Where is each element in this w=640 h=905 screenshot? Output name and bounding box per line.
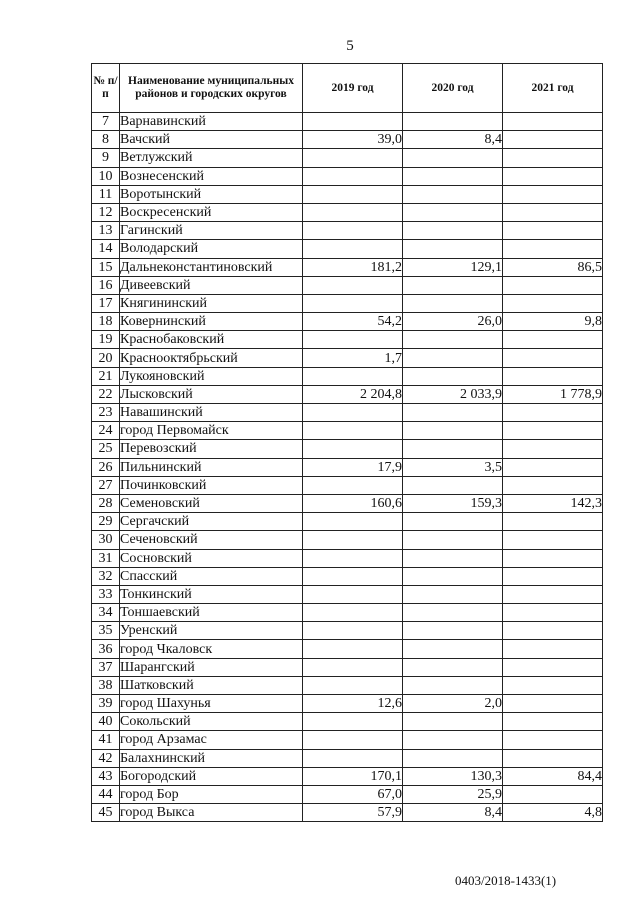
row-name-cell: город Арзамас	[120, 731, 303, 749]
header-num: № п/п	[92, 64, 120, 113]
row-num-cell: 31	[92, 549, 120, 567]
row-2019-cell: 57,9	[303, 804, 403, 822]
row-num-cell: 17	[92, 294, 120, 312]
row-2020-cell	[403, 604, 503, 622]
table-row	[92, 494, 603, 512]
row-2020-cell	[403, 567, 503, 585]
row-2021-cell	[503, 422, 603, 440]
row-2021-cell	[503, 276, 603, 294]
row-2020-cell	[403, 349, 503, 367]
row-num-cell: 8	[92, 131, 120, 149]
table-body	[92, 113, 603, 822]
row-name-cell: Сосновский	[120, 549, 303, 567]
row-2019-cell	[303, 749, 403, 767]
row-2021-cell	[503, 731, 603, 749]
table-row	[92, 622, 603, 640]
row-num-cell: 39	[92, 695, 120, 713]
table-row	[92, 313, 603, 331]
row-name-cell: Краснооктябрьский	[120, 349, 303, 367]
table-row	[92, 804, 603, 822]
row-num-cell: 40	[92, 713, 120, 731]
row-2021-cell	[503, 367, 603, 385]
table-row	[92, 276, 603, 294]
row-2021-cell: 86,5	[503, 258, 603, 276]
row-2020-cell: 159,3	[403, 494, 503, 512]
row-2021-cell	[503, 203, 603, 221]
row-2021-cell: 84,4	[503, 767, 603, 785]
row-name-cell: город Первомайск	[120, 422, 303, 440]
row-name-cell: Тонкинский	[120, 585, 303, 603]
row-name-cell: город Выкса	[120, 804, 303, 822]
row-2019-cell: 181,2	[303, 258, 403, 276]
row-name-cell: Сеченовский	[120, 531, 303, 549]
row-2020-cell	[403, 276, 503, 294]
row-2019-cell	[303, 113, 403, 131]
row-num-cell: 15	[92, 258, 120, 276]
row-2019-cell	[303, 203, 403, 221]
row-2019-cell	[303, 731, 403, 749]
row-2021-cell	[503, 185, 603, 203]
row-2019-cell: 1,7	[303, 349, 403, 367]
row-2020-cell: 2,0	[403, 695, 503, 713]
row-2020-cell: 26,0	[403, 313, 503, 331]
row-2021-cell	[503, 785, 603, 803]
row-name-cell: Дивеевский	[120, 276, 303, 294]
table-row	[92, 222, 603, 240]
row-num-cell: 11	[92, 185, 120, 203]
row-2020-cell	[403, 167, 503, 185]
row-2021-cell	[503, 513, 603, 531]
row-name-cell: город Шахунья	[120, 695, 303, 713]
row-2019-cell	[303, 513, 403, 531]
row-num-cell: 25	[92, 440, 120, 458]
row-name-cell: Балахнинский	[120, 749, 303, 767]
row-2021-cell	[503, 240, 603, 258]
row-name-cell: Лысковский	[120, 385, 303, 403]
row-name-cell: Тоншаевский	[120, 604, 303, 622]
table-row	[92, 549, 603, 567]
row-2020-cell: 8,4	[403, 804, 503, 822]
row-num-cell: 10	[92, 167, 120, 185]
row-num-cell: 35	[92, 622, 120, 640]
row-name-cell: Воскресенский	[120, 203, 303, 221]
table-row	[92, 531, 603, 549]
row-2021-cell: 9,8	[503, 313, 603, 331]
row-2020-cell	[403, 422, 503, 440]
row-name-cell: Лукояновский	[120, 367, 303, 385]
row-num-cell: 19	[92, 331, 120, 349]
table-row	[92, 749, 603, 767]
row-2021-cell	[503, 749, 603, 767]
row-2020-cell: 8,4	[403, 131, 503, 149]
row-2021-cell	[503, 695, 603, 713]
header-2021: 2021 год	[503, 64, 603, 113]
row-2021-cell	[503, 476, 603, 494]
row-2019-cell	[303, 440, 403, 458]
row-2019-cell: 67,0	[303, 785, 403, 803]
row-2020-cell	[403, 331, 503, 349]
row-2021-cell	[503, 440, 603, 458]
row-2020-cell	[403, 531, 503, 549]
row-2019-cell	[303, 531, 403, 549]
table-row	[92, 185, 603, 203]
row-name-cell: Дальнеконстантиновский	[120, 258, 303, 276]
row-num-cell: 20	[92, 349, 120, 367]
table-row	[92, 676, 603, 694]
row-2019-cell	[303, 185, 403, 203]
row-2021-cell	[503, 113, 603, 131]
row-2019-cell	[303, 167, 403, 185]
row-2020-cell	[403, 513, 503, 531]
row-2021-cell	[503, 640, 603, 658]
row-2019-cell: 170,1	[303, 767, 403, 785]
table-row	[92, 458, 603, 476]
row-num-cell: 21	[92, 367, 120, 385]
row-num-cell: 45	[92, 804, 120, 822]
row-2019-cell	[303, 640, 403, 658]
row-2019-cell: 12,6	[303, 695, 403, 713]
row-2021-cell	[503, 567, 603, 585]
row-2019-cell: 54,2	[303, 313, 403, 331]
row-num-cell: 29	[92, 513, 120, 531]
row-2019-cell	[303, 422, 403, 440]
row-name-cell: Сокольский	[120, 713, 303, 731]
row-2021-cell	[503, 676, 603, 694]
row-name-cell: Ковернинский	[120, 313, 303, 331]
row-num-cell: 24	[92, 422, 120, 440]
row-name-cell: Уренский	[120, 622, 303, 640]
table-row	[92, 385, 603, 403]
row-2019-cell	[303, 476, 403, 494]
table-row	[92, 604, 603, 622]
row-2020-cell	[403, 713, 503, 731]
table-row	[92, 658, 603, 676]
row-num-cell: 22	[92, 385, 120, 403]
row-2021-cell	[503, 294, 603, 312]
row-2020-cell: 130,3	[403, 767, 503, 785]
row-2019-cell	[303, 676, 403, 694]
row-2019-cell	[303, 276, 403, 294]
row-2021-cell: 142,3	[503, 494, 603, 512]
table-row	[92, 731, 603, 749]
table-row	[92, 131, 603, 149]
row-2019-cell	[303, 294, 403, 312]
row-2021-cell	[503, 458, 603, 476]
row-num-cell: 32	[92, 567, 120, 585]
row-2019-cell	[303, 604, 403, 622]
table-row	[92, 367, 603, 385]
row-2019-cell	[303, 567, 403, 585]
row-2020-cell	[403, 222, 503, 240]
row-2020-cell	[403, 149, 503, 167]
row-num-cell: 27	[92, 476, 120, 494]
row-2019-cell	[303, 222, 403, 240]
row-2021-cell	[503, 131, 603, 149]
row-name-cell: Навашинский	[120, 404, 303, 422]
row-name-cell: Шарангский	[120, 658, 303, 676]
row-2020-cell	[403, 240, 503, 258]
table-row	[92, 440, 603, 458]
row-2020-cell	[403, 585, 503, 603]
table-row	[92, 203, 603, 221]
row-num-cell: 7	[92, 113, 120, 131]
row-2019-cell: 17,9	[303, 458, 403, 476]
row-2021-cell: 1 778,9	[503, 385, 603, 403]
row-2020-cell: 25,9	[403, 785, 503, 803]
row-2019-cell	[303, 585, 403, 603]
document-code: 0403/2018-1433(1)	[455, 873, 557, 888]
row-num-cell: 33	[92, 585, 120, 603]
header-2019: 2019 год	[303, 64, 403, 113]
row-num-cell: 43	[92, 767, 120, 785]
row-2020-cell	[403, 640, 503, 658]
table-row	[92, 240, 603, 258]
row-2021-cell	[503, 149, 603, 167]
row-2020-cell: 3,5	[403, 458, 503, 476]
row-2020-cell	[403, 203, 503, 221]
row-num-cell: 38	[92, 676, 120, 694]
table-header-row	[92, 64, 603, 113]
row-num-cell: 28	[92, 494, 120, 512]
row-2020-cell: 129,1	[403, 258, 503, 276]
row-2021-cell	[503, 167, 603, 185]
row-num-cell: 34	[92, 604, 120, 622]
row-2019-cell	[303, 240, 403, 258]
row-name-cell: Княгининский	[120, 294, 303, 312]
row-2020-cell	[403, 658, 503, 676]
row-2019-cell	[303, 549, 403, 567]
row-name-cell: Сергачский	[120, 513, 303, 531]
row-name-cell: Шатковский	[120, 676, 303, 694]
row-2021-cell	[503, 222, 603, 240]
row-name-cell: Богородский	[120, 767, 303, 785]
table-row	[92, 113, 603, 131]
table-row	[92, 422, 603, 440]
table-row	[92, 476, 603, 494]
row-2020-cell	[403, 440, 503, 458]
row-2020-cell	[403, 731, 503, 749]
row-num-cell: 42	[92, 749, 120, 767]
row-name-cell: Вознесенский	[120, 167, 303, 185]
row-2019-cell: 2 204,8	[303, 385, 403, 403]
row-num-cell: 41	[92, 731, 120, 749]
row-name-cell: Вачский	[120, 131, 303, 149]
header-name: Наименование муниципальных районов и городских округов	[120, 64, 303, 113]
row-num-cell: 12	[92, 203, 120, 221]
row-2021-cell	[503, 404, 603, 422]
table-row	[92, 331, 603, 349]
row-name-cell: Перевозский	[120, 440, 303, 458]
row-num-cell: 14	[92, 240, 120, 258]
row-2021-cell	[503, 604, 603, 622]
row-2020-cell	[403, 549, 503, 567]
row-2020-cell	[403, 749, 503, 767]
row-name-cell: Воротынский	[120, 185, 303, 203]
row-name-cell: Ветлужский	[120, 149, 303, 167]
row-name-cell: город Чкаловск	[120, 640, 303, 658]
row-name-cell: Варнавинский	[120, 113, 303, 131]
row-num-cell: 44	[92, 785, 120, 803]
row-name-cell: Починковский	[120, 476, 303, 494]
row-name-cell: Володарский	[120, 240, 303, 258]
table-row	[92, 513, 603, 531]
row-2019-cell	[303, 658, 403, 676]
header-2020: 2020 год	[403, 64, 503, 113]
row-num-cell: 16	[92, 276, 120, 294]
row-name-cell: Гагинский	[120, 222, 303, 240]
row-2019-cell	[303, 149, 403, 167]
row-num-cell: 23	[92, 404, 120, 422]
row-name-cell: Пильнинский	[120, 458, 303, 476]
row-num-cell: 36	[92, 640, 120, 658]
row-2020-cell	[403, 476, 503, 494]
table-row	[92, 695, 603, 713]
row-num-cell: 37	[92, 658, 120, 676]
row-2021-cell	[503, 658, 603, 676]
row-2020-cell	[403, 294, 503, 312]
row-num-cell: 9	[92, 149, 120, 167]
row-2021-cell	[503, 622, 603, 640]
table-row	[92, 567, 603, 585]
row-2021-cell	[503, 531, 603, 549]
row-num-cell: 18	[92, 313, 120, 331]
table-row	[92, 149, 603, 167]
row-2020-cell	[403, 367, 503, 385]
row-2021-cell	[503, 549, 603, 567]
row-2021-cell: 4,8	[503, 804, 603, 822]
row-2021-cell	[503, 585, 603, 603]
table-row	[92, 294, 603, 312]
table-row	[92, 713, 603, 731]
row-num-cell: 26	[92, 458, 120, 476]
table-row	[92, 167, 603, 185]
row-name-cell: город Бор	[120, 785, 303, 803]
municipal-table	[91, 63, 603, 822]
row-name-cell: Семеновский	[120, 494, 303, 512]
row-2020-cell	[403, 113, 503, 131]
row-2019-cell: 160,6	[303, 494, 403, 512]
row-2021-cell	[503, 331, 603, 349]
row-num-cell: 13	[92, 222, 120, 240]
row-2021-cell	[503, 713, 603, 731]
page-number: 5	[346, 38, 354, 54]
row-2021-cell	[503, 349, 603, 367]
row-name-cell: Краснобаковский	[120, 331, 303, 349]
table-row	[92, 349, 603, 367]
table-row	[92, 258, 603, 276]
row-2019-cell: 39,0	[303, 131, 403, 149]
table-row	[92, 404, 603, 422]
table-row	[92, 767, 603, 785]
table-row	[92, 785, 603, 803]
table-row	[92, 585, 603, 603]
row-2019-cell	[303, 622, 403, 640]
row-2020-cell	[403, 622, 503, 640]
row-2019-cell	[303, 404, 403, 422]
row-2019-cell	[303, 713, 403, 731]
row-2019-cell	[303, 367, 403, 385]
row-2020-cell	[403, 676, 503, 694]
row-2020-cell	[403, 185, 503, 203]
row-name-cell: Спасский	[120, 567, 303, 585]
row-2020-cell	[403, 404, 503, 422]
row-2019-cell	[303, 331, 403, 349]
row-num-cell: 30	[92, 531, 120, 549]
table-row	[92, 640, 603, 658]
row-2020-cell: 2 033,9	[403, 385, 503, 403]
